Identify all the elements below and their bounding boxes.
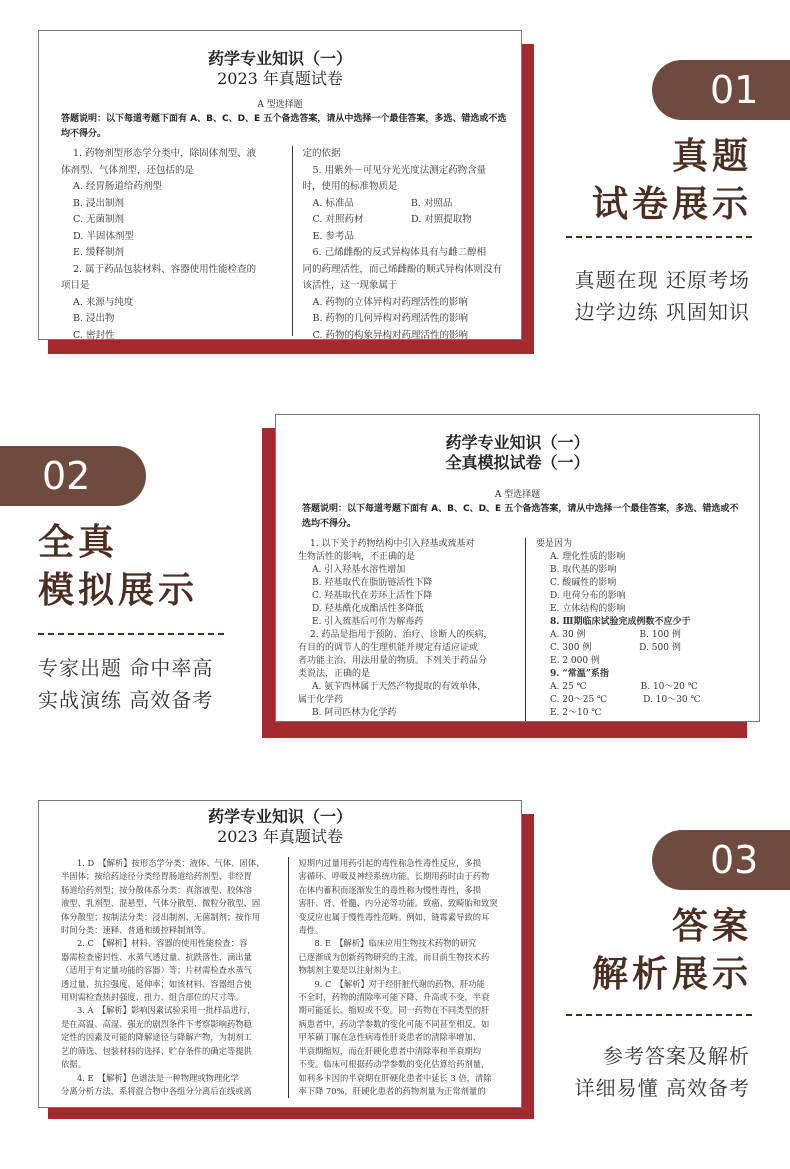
- answer-line: 已逐渐成为创新药物研究的主流，而目前生物技术药: [298, 951, 490, 962]
- paper-title: 药学专业知识（一）: [207, 49, 352, 68]
- left-column: [39, 857, 284, 1098]
- option-line: C. 密封性: [73, 329, 115, 340]
- answer-line: 分离分析方法，系将混合物中各组分分离后在线或离: [61, 1085, 252, 1096]
- section-number-tab: [652, 830, 790, 890]
- option-line: B. 浸出制剂: [73, 197, 125, 209]
- dashed-divider: [566, 1014, 752, 1016]
- paper-subtitle: 全真模拟试卷（一）: [445, 453, 590, 472]
- question-type: A 型选择题: [494, 490, 541, 500]
- answer-line: 害肝、肾、骨髓、内分泌等功能。致癌、致畸胎和致突: [298, 898, 498, 909]
- question-line: 体剂型、气体剂型，还包括的是: [61, 164, 195, 176]
- section-title: [592, 132, 752, 228]
- answer-line: 器需检查密封性、水蒸气透过量、抗跌落性、滴出量: [61, 951, 252, 962]
- answer-line: 依据。: [61, 1059, 86, 1070]
- slogan-line: 参考答案及解析: [603, 1044, 750, 1068]
- exam-paper-preview: [275, 414, 760, 722]
- paper-title: 药学专业知识（一）: [207, 807, 352, 826]
- option-line: C. 药物的构象异构对药理活性的影响: [312, 329, 468, 340]
- option-line: A. 经胃肠道给药剂型: [73, 181, 162, 192]
- question-line: 1. 药物剂型形态学分类中，除固体剂型、液: [73, 148, 257, 159]
- question-line: 2. 属于药品包装材料、容器使用性能检查的: [73, 263, 257, 275]
- option-line: 属于化学药: [298, 695, 344, 705]
- slogan-line: 详细易懂 高效备考: [574, 1076, 750, 1100]
- question-line: 5. 用紫外－可见分光光度法测定药物含量: [312, 164, 487, 176]
- option-line: E. 2～10 ℃: [550, 708, 602, 718]
- question-line: 有目的的调节人的生理机能并规定有适应证或: [298, 643, 479, 653]
- answer-line: 甲苯磺丁脲在急性病毒性肝炎患者的清除率增加、: [298, 1032, 482, 1043]
- paper-subtitle: 2023 年真题试卷: [217, 827, 343, 846]
- question-line: 8. Ⅲ期临床试验完成例数不应少于: [550, 617, 691, 627]
- option-line: D. 半固体剂型: [73, 230, 134, 242]
- answer-line: 期可能延长、缩短或不变。同一药物在不同类型的肝: [298, 1005, 490, 1016]
- section-title: [38, 518, 198, 614]
- option-line: C. 无菌制剂: [73, 214, 124, 225]
- section-slogan: [38, 652, 213, 716]
- answer-line: 4. E 【解析】色谱法是一种物理或物理化学: [77, 1072, 239, 1083]
- question-line: 9. “常温”系指: [550, 669, 609, 679]
- option-line: A. 药物的立体异构对药理活性的影响: [312, 296, 468, 308]
- section-number-tab: [652, 60, 790, 120]
- right-column: [526, 538, 759, 722]
- section-slogan: [575, 264, 750, 328]
- section-title: [592, 902, 752, 998]
- option-line: E. 引入巯基后可作为解毒药: [312, 617, 424, 627]
- answer-line: 定性的因素及可能的降解途径与降解产物，为制剂工: [61, 1032, 252, 1043]
- answer-line: 不全时，药物的清除率可能下降、升高或不变，半衰: [298, 992, 490, 1003]
- answer-line: 艺的筛选、包装材料的选择、贮存条件的确定等提供: [61, 1045, 252, 1056]
- paper-subtitle: 2023 年真题试卷: [217, 69, 343, 88]
- section-number-tab: [0, 446, 146, 506]
- answer-line: 率下降 70%，肝硬化患者的药物剂量为正常剂量的: [298, 1085, 486, 1096]
- slogan-line: 实战演练 高效备考: [38, 688, 214, 712]
- option-line: A. 理化性质的影响: [550, 552, 626, 562]
- option-line: E. 2 000 例: [550, 656, 600, 666]
- option-line: E. 缓释制剂: [73, 247, 124, 258]
- option-line: E. 立体结构的影响: [550, 604, 626, 614]
- section-number: 02: [42, 454, 91, 498]
- section-title-line: 答案: [671, 905, 752, 947]
- answer-line: 病患者中，药动学参数的变化可能不同甚至相反，如: [298, 1018, 490, 1029]
- question-line: 生物活性的影响，不正确的是: [298, 552, 416, 562]
- answer-line: （适用于有定量功能的容器）等；片材需检查水蒸气: [61, 965, 252, 976]
- option-line: A. 来源与纯度: [73, 296, 134, 308]
- exam-paper-preview: [38, 30, 522, 340]
- answer-line: 短期内过量用药引起的毒性称急性毒性反应，多损: [298, 858, 482, 868]
- question-line: 类说法，正确的是: [298, 669, 371, 679]
- question-line: 项目是: [61, 280, 90, 291]
- answer-line: 用则需检查热封强度、扭力、组合部位的尺寸等。: [61, 992, 244, 1003]
- answer-line: 3. A 【解析】影响因素试验采用一批样品进行，: [77, 1005, 256, 1016]
- question-line: 者功能主治、用法用量的物质。下列关于药品分: [298, 656, 488, 666]
- answer-line: 毒性。: [298, 925, 324, 936]
- answer-line: 时间分类：速释、普通和缓控释制剂等。: [61, 925, 211, 936]
- option-line: E. 参考品: [312, 230, 354, 242]
- option-line: A. 标准品 B. 对照品: [312, 197, 453, 209]
- answer-instructions: 答题说明：以下每道考题下面有 A、B、C、D、E 五个备选答案，请从中选择一个最佳答案，多选、错选或不选均不得分。: [61, 114, 507, 139]
- question-line: 2. 药品是指用于预防、治疗、诊断人的疾病，: [310, 630, 493, 640]
- paper-title: 药学专业知识（一）: [445, 433, 590, 452]
- answer-line: 半固体；按给药途径分类经胃肠道给药剂型、非经胃: [61, 871, 252, 882]
- right-column: [289, 857, 522, 1098]
- section-number: 03: [710, 838, 759, 882]
- question-line: 1. 以下关于药物结构中引入羟基或巯基对: [310, 539, 475, 549]
- answer-line: 是在高温、高湿、强光的剧烈条件下考察影响药物稳: [61, 1018, 252, 1029]
- answer-instructions: 答题说明：以下每道考题下面有 A、B、C、D、E 五个备选答案，请从中选择一个最佳答案，多选、错选或不选均不得分。: [302, 504, 739, 529]
- section-title-line: 全真: [38, 521, 119, 563]
- option-line: B. 羟基取代在脂肪链活性下降: [312, 578, 433, 588]
- question-line: 定的依据: [302, 148, 341, 159]
- section-title-line: 解析展示: [591, 953, 752, 995]
- answer-line: 半衰期缩短，而在肝硬化患者中清除率和半衰期均: [298, 1045, 482, 1056]
- option-line: B. 取代基的影响: [550, 565, 617, 575]
- option-line: A. 25 ℃ B. 10～20 ℃: [550, 682, 698, 692]
- dashed-divider: [38, 633, 224, 635]
- question-line: 该活性，这一现象属于: [302, 280, 398, 291]
- option-line: A. 引入羟基水溶性增加: [312, 565, 406, 575]
- answer-line: 1. D 【解析】按形态学分类：液体、气体、固体、: [77, 858, 265, 868]
- left-column: [39, 146, 292, 340]
- option-line: A. 30 例 B. 100 例: [550, 630, 681, 640]
- question-line: 6. 己烯雌酚的反式异构体具有与雌二醇相: [312, 247, 487, 258]
- option-line: C. 酸碱性的影响: [550, 578, 617, 588]
- option-line: C. 300 例 D. 500 例: [550, 643, 681, 653]
- exam-paper-preview: [38, 800, 522, 1108]
- answer-line: 8. E 【解析】临床应用生物技术药物的研究: [314, 938, 477, 949]
- answer-line: 害循环、呼吸及神经系统功能。长期用药时由于药物: [298, 871, 490, 882]
- section-title-line: 试卷展示: [591, 183, 752, 225]
- answer-line: 物制剂主要是以注射剂为主。: [298, 965, 407, 976]
- section-title-line: 模拟展示: [38, 569, 199, 611]
- question-line: 时，使用的标准物质是: [302, 181, 398, 192]
- question-type: A 型选择题: [257, 100, 303, 110]
- question-line: 要是因为: [536, 539, 573, 549]
- option-line: C. 羟基取代在芳环上活性下降: [312, 591, 433, 601]
- answer-line: 肠道给药剂型；按分散体系分类：真溶液型、胶体溶: [61, 884, 252, 895]
- option-line: D. 羟基酰化成酯活性多降低: [312, 604, 424, 614]
- right-column: [293, 146, 522, 340]
- option-line: A. 氨苄西林属于天然产物提取的有效单体，: [312, 682, 487, 692]
- slogan-line: 真题在现 还原考场: [574, 268, 750, 292]
- question-line: 同的药理活性，而己烯雌酚的顺式异构体则没有: [302, 263, 503, 275]
- option-line: B. 阿司匹林为化学药: [312, 708, 397, 718]
- option-line: C. 对照药材 D. 对照提取物: [312, 214, 472, 225]
- answer-line: 在体内蓄积而逐渐发生的毒性称为慢性毒性，多损: [298, 884, 482, 895]
- option-line: B. 药物的几何异构对药理活性的影响: [312, 313, 469, 324]
- answer-line: 不变。临床可根据药动学参数的变化估算给药剂量，: [298, 1059, 490, 1070]
- answer-line: 体分散型；按制法分类：浸出制剂、无菌制剂；按作用: [61, 911, 261, 922]
- option-line: B. 浸出物: [73, 313, 115, 324]
- left-column: [276, 538, 521, 722]
- answer-line: 变反应也属于慢性毒性范畴。例如，链霉素导致的耳: [298, 911, 490, 922]
- section-title-line: 真题: [671, 135, 752, 177]
- slogan-line: 专家出题 命中率高: [38, 656, 214, 680]
- answer-line: 液型、乳剂型、混悬型、气体分散型、微粒分散型、固: [61, 898, 261, 909]
- option-line: C. 20～25 ℃ D. 10～30 ℃: [550, 695, 701, 705]
- section-number: 01: [710, 68, 759, 112]
- answer-line: 9. C 【解析】对于经肝脏代谢的药物，肝功能: [314, 978, 485, 989]
- section-slogan: [575, 1040, 750, 1104]
- answer-line: 2. C 【解析】材料、容器的使用性能检查：容: [77, 938, 248, 949]
- dashed-divider: [566, 236, 752, 238]
- answer-line: 透过量、抗拉强度、延伸率；如该材料、容器组合使: [61, 978, 252, 989]
- option-line: D. 电荷分布的影响: [550, 591, 626, 601]
- slogan-line: 边学边练 巩固知识: [574, 300, 750, 324]
- answer-line: 如利多卡因的半衰期在肝硬化患者中延长 3 倍，清除: [298, 1072, 492, 1083]
